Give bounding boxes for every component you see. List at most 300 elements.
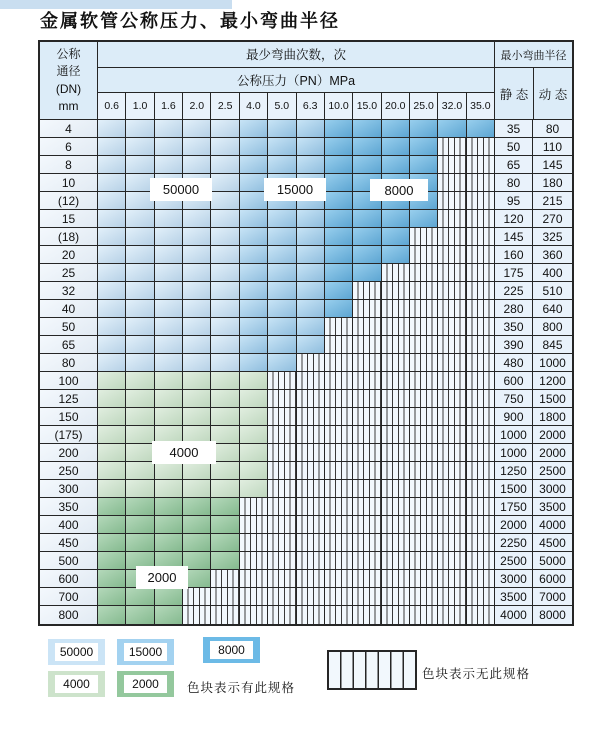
spec-unavailable-cell — [438, 426, 466, 443]
table-row — [40, 246, 572, 264]
static-radius-cell: 600 — [494, 372, 533, 389]
spec-available-cell — [240, 336, 268, 353]
pressure-column-header: 0.6 — [98, 93, 126, 119]
spec-available-cell — [325, 156, 353, 173]
spec-available-cell — [325, 192, 353, 209]
spec-available-cell — [268, 300, 296, 317]
pressure-cells — [98, 390, 494, 407]
pressure-cells — [98, 354, 494, 371]
spec-unavailable-cell — [410, 552, 438, 569]
spec-unavailable-cell — [297, 426, 325, 443]
spec-unavailable-cell — [438, 246, 466, 263]
spec-unavailable-cell — [438, 462, 466, 479]
spec-unavailable-cell — [438, 318, 466, 335]
dynamic-radius-cell: 8000 — [533, 606, 572, 624]
static-radius-cell: 2000 — [494, 516, 533, 533]
pressure-column-header: 20.0 — [382, 93, 410, 119]
spec-available-cell — [268, 282, 296, 299]
spec-available-cell — [297, 336, 325, 353]
spec-unavailable-cell — [240, 588, 268, 605]
static-radius-cell: 3500 — [494, 588, 533, 605]
spec-available-cell — [98, 282, 126, 299]
spec-available-cell — [98, 138, 126, 155]
spec-unavailable-cell — [268, 444, 296, 461]
spec-unavailable-cell — [410, 228, 438, 245]
dn-cell: 100 — [40, 372, 98, 389]
spec-available-cell — [126, 498, 154, 515]
spec-unavailable-cell — [382, 408, 410, 425]
spec-available-cell — [240, 246, 268, 263]
dynamic-radius-cell: 1200 — [533, 372, 572, 389]
spec-unavailable-cell — [438, 264, 466, 281]
dynamic-radius-cell: 270 — [533, 210, 572, 227]
spec-available-cell — [240, 138, 268, 155]
spec-available-cell — [126, 210, 154, 227]
spec-unavailable-cell — [438, 588, 466, 605]
table-row — [40, 228, 572, 246]
spec-unavailable-cell — [410, 336, 438, 353]
spec-available-cell — [211, 138, 239, 155]
spec-unavailable-cell — [467, 138, 494, 155]
spec-available-cell — [126, 282, 154, 299]
spec-unavailable-cell — [268, 480, 296, 497]
spec-available-cell — [183, 498, 211, 515]
dn-cell: (175) — [40, 426, 98, 443]
header-pressure: 公称压力（PN）MPa — [98, 68, 494, 94]
spec-unavailable-cell — [325, 480, 353, 497]
spec-unavailable-cell — [268, 516, 296, 533]
spec-unavailable-cell — [211, 606, 239, 624]
spec-unavailable-cell — [353, 570, 381, 587]
pressure-column-header: 2.0 — [183, 93, 211, 119]
spec-available-cell — [155, 246, 183, 263]
dn-cell: (18) — [40, 228, 98, 245]
spec-unavailable-cell — [438, 228, 466, 245]
dn-cell: 400 — [40, 516, 98, 533]
spec-unavailable-cell — [382, 354, 410, 371]
spec-unavailable-cell — [240, 498, 268, 515]
spec-unavailable-cell — [467, 516, 494, 533]
spec-available-cell — [183, 336, 211, 353]
spec-available-cell — [126, 156, 154, 173]
dn-cell: 125 — [40, 390, 98, 407]
spec-available-cell — [325, 174, 353, 191]
table-row — [40, 426, 572, 444]
dynamic-radius-cell: 5000 — [533, 552, 572, 569]
spec-unavailable-cell — [353, 390, 381, 407]
spec-available-cell — [353, 264, 381, 281]
static-radius-cell: 1000 — [494, 426, 533, 443]
spec-available-cell — [98, 156, 126, 173]
spec-unavailable-cell — [467, 480, 494, 497]
spec-unavailable-cell — [353, 534, 381, 551]
spec-available-cell — [240, 282, 268, 299]
dynamic-radius-cell: 145 — [533, 156, 572, 173]
spec-available-cell — [155, 462, 183, 479]
table-row — [40, 138, 572, 156]
spec-available-cell — [98, 372, 126, 389]
pressure-cells — [98, 372, 494, 389]
spec-unavailable-cell — [467, 534, 494, 551]
spec-available-cell — [126, 516, 154, 533]
spec-unavailable-cell — [382, 606, 410, 624]
dynamic-radius-cell: 1000 — [533, 354, 572, 371]
dn-cell: 500 — [40, 552, 98, 569]
spec-available-cell — [211, 282, 239, 299]
table-row — [40, 480, 572, 498]
dynamic-radius-cell: 1800 — [533, 408, 572, 425]
header-middle — [98, 42, 494, 119]
dn-cell: 800 — [40, 606, 98, 624]
spec-unavailable-cell — [467, 552, 494, 569]
spec-unavailable-cell — [410, 264, 438, 281]
spec-unavailable-cell — [438, 570, 466, 587]
spec-unavailable-cell — [438, 516, 466, 533]
spec-available-cell — [98, 444, 126, 461]
table-row — [40, 606, 572, 624]
spec-available-cell — [410, 120, 438, 137]
spec-unavailable-cell — [410, 534, 438, 551]
pressure-cells — [98, 480, 494, 497]
dynamic-radius-cell: 360 — [533, 246, 572, 263]
spec-available-cell — [211, 210, 239, 227]
static-radius-cell: 225 — [494, 282, 533, 299]
spec-unavailable-cell — [353, 372, 381, 389]
legend-swatch-50000 — [48, 639, 105, 665]
table-row — [40, 498, 572, 516]
spec-available-cell — [98, 552, 126, 569]
spec-available-cell — [126, 120, 154, 137]
dynamic-radius-cell: 2000 — [533, 444, 572, 461]
spec-available-cell — [211, 318, 239, 335]
dn-cell: 6 — [40, 138, 98, 155]
spec-unavailable-cell — [297, 516, 325, 533]
spec-available-cell — [325, 228, 353, 245]
spec-available-cell — [183, 372, 211, 389]
spec-available-cell — [268, 318, 296, 335]
spec-unavailable-cell — [438, 606, 466, 624]
table-row — [40, 516, 572, 534]
static-radius-cell: 65 — [494, 156, 533, 173]
spec-unavailable-cell — [353, 516, 381, 533]
dn-cell: 350 — [40, 498, 98, 515]
spec-available-cell — [268, 138, 296, 155]
header-dn-line: 通径 — [56, 64, 81, 79]
static-radius-cell: 80 — [494, 174, 533, 191]
spec-unavailable-cell — [438, 210, 466, 227]
spec-available-cell — [98, 390, 126, 407]
grid-label-4000: 4000 — [152, 441, 216, 464]
spec-unavailable-cell — [353, 480, 381, 497]
spec-available-cell — [240, 444, 268, 461]
dn-cell: 65 — [40, 336, 98, 353]
spec-available-cell — [98, 318, 126, 335]
spec-available-cell — [183, 282, 211, 299]
spec-unavailable-cell — [297, 480, 325, 497]
spec-available-cell — [240, 390, 268, 407]
dn-cell: 600 — [40, 570, 98, 587]
spec-available-cell — [467, 120, 494, 137]
dynamic-radius-cell: 110 — [533, 138, 572, 155]
spec-unavailable-cell — [353, 444, 381, 461]
spec-available-cell — [240, 300, 268, 317]
spec-unavailable-cell — [353, 426, 381, 443]
spec-available-cell — [240, 372, 268, 389]
table-row — [40, 390, 572, 408]
legend-swatch-label: 50000 — [55, 643, 98, 661]
spec-unavailable-cell — [410, 408, 438, 425]
pressure-cells — [98, 498, 494, 515]
spec-unavailable-cell — [297, 498, 325, 515]
spec-unavailable-cell — [410, 498, 438, 515]
spec-unavailable-cell — [325, 390, 353, 407]
spec-available-cell — [240, 156, 268, 173]
spec-available-cell — [211, 228, 239, 245]
spec-available-cell — [98, 516, 126, 533]
spec-available-cell — [240, 228, 268, 245]
spec-unavailable-cell — [410, 282, 438, 299]
spec-available-cell — [211, 156, 239, 173]
dynamic-radius-cell: 510 — [533, 282, 572, 299]
dn-cell: 4 — [40, 120, 98, 137]
spec-unavailable-cell — [297, 462, 325, 479]
grid-label-15000: 15000 — [264, 178, 326, 201]
spec-unavailable-cell — [325, 336, 353, 353]
spec-unavailable-cell — [382, 300, 410, 317]
dn-cell: 20 — [40, 246, 98, 263]
pressure-cells — [98, 408, 494, 425]
dynamic-radius-cell: 800 — [533, 318, 572, 335]
static-radius-cell: 120 — [494, 210, 533, 227]
spec-available-cell — [211, 336, 239, 353]
spec-available-cell — [410, 156, 438, 173]
spec-available-cell — [98, 246, 126, 263]
dynamic-radius-cell: 2500 — [533, 462, 572, 479]
spec-unavailable-cell — [325, 462, 353, 479]
spec-unavailable-cell — [353, 588, 381, 605]
spec-available-cell — [126, 606, 154, 624]
static-radius-cell: 175 — [494, 264, 533, 281]
page-title: 金属软管公称压力、最小弯曲半径 — [40, 11, 340, 31]
pressure-cells — [98, 606, 494, 624]
spec-unavailable-cell — [410, 372, 438, 389]
spec-available-cell — [297, 228, 325, 245]
spec-available-cell — [98, 174, 126, 191]
spec-available-cell — [268, 228, 296, 245]
grid-label-8000: 8000 — [370, 179, 428, 201]
table-row — [40, 300, 572, 318]
spec-available-cell — [240, 120, 268, 137]
spec-unavailable-cell — [410, 570, 438, 587]
pressure-cells — [98, 246, 494, 263]
spec-available-cell — [98, 210, 126, 227]
static-radius-cell: 160 — [494, 246, 533, 263]
spec-unavailable-cell — [325, 516, 353, 533]
static-radius-cell: 1000 — [494, 444, 533, 461]
spec-available-cell — [211, 300, 239, 317]
spec-unavailable-cell — [438, 156, 466, 173]
spec-available-cell — [126, 372, 154, 389]
legend-swatch-4000 — [48, 671, 105, 697]
spec-unavailable-cell — [438, 372, 466, 389]
spec-unavailable-cell — [382, 570, 410, 587]
table-row — [40, 570, 572, 588]
spec-available-cell — [211, 390, 239, 407]
spec-available-cell — [211, 462, 239, 479]
spec-available-cell — [240, 318, 268, 335]
spec-available-cell — [183, 534, 211, 551]
static-radius-cell: 2500 — [494, 552, 533, 569]
static-radius-cell: 1250 — [494, 462, 533, 479]
spec-available-cell — [183, 120, 211, 137]
spec-available-cell — [382, 246, 410, 263]
spec-available-cell — [297, 120, 325, 137]
pressure-cells — [98, 318, 494, 335]
spec-available-cell — [155, 156, 183, 173]
spec-available-cell — [126, 228, 154, 245]
spec-available-cell — [240, 210, 268, 227]
spec-unavailable-cell — [353, 354, 381, 371]
spec-unavailable-cell — [467, 318, 494, 335]
dn-cell: (12) — [40, 192, 98, 209]
spec-available-cell — [240, 480, 268, 497]
pressure-cells — [98, 282, 494, 299]
static-radius-cell: 280 — [494, 300, 533, 317]
spec-available-cell — [155, 264, 183, 281]
spec-unavailable-cell — [410, 246, 438, 263]
spec-unavailable-cell — [467, 462, 494, 479]
spec-unavailable-cell — [297, 570, 325, 587]
pressure-column-header: 25.0 — [410, 93, 438, 119]
spec-available-cell — [155, 480, 183, 497]
spec-unavailable-cell — [467, 408, 494, 425]
dynamic-radius-cell: 7000 — [533, 588, 572, 605]
spec-unavailable-cell — [183, 606, 211, 624]
dynamic-radius-cell: 2000 — [533, 426, 572, 443]
spec-unavailable-cell — [268, 390, 296, 407]
spec-available-cell — [183, 408, 211, 425]
spec-available-cell — [155, 390, 183, 407]
spec-available-cell — [126, 426, 154, 443]
spec-unavailable-cell — [297, 354, 325, 371]
spec-unavailable-cell — [268, 372, 296, 389]
spec-available-cell — [98, 534, 126, 551]
spec-available-cell — [211, 372, 239, 389]
spec-available-cell — [98, 498, 126, 515]
pressure-cells — [98, 336, 494, 353]
spec-available-cell — [382, 156, 410, 173]
pressure-cells — [98, 534, 494, 551]
spec-unavailable-cell — [353, 300, 381, 317]
spec-unavailable-cell — [240, 606, 268, 624]
spec-available-cell — [353, 210, 381, 227]
spec-unavailable-cell — [382, 498, 410, 515]
spec-available-cell — [325, 264, 353, 281]
spec-unavailable-cell — [353, 498, 381, 515]
dynamic-radius-cell: 6000 — [533, 570, 572, 587]
spec-unavailable-cell — [410, 606, 438, 624]
spec-available-cell — [353, 246, 381, 263]
static-radius-cell: 1500 — [494, 480, 533, 497]
spec-available-cell — [98, 408, 126, 425]
spec-unavailable-cell — [467, 210, 494, 227]
spec-unavailable-cell — [240, 516, 268, 533]
spec-available-cell — [126, 480, 154, 497]
spec-available-cell — [155, 282, 183, 299]
spec-unavailable-cell — [325, 372, 353, 389]
spec-available-cell — [126, 354, 154, 371]
spec-unavailable-cell — [297, 390, 325, 407]
spec-available-cell — [297, 138, 325, 155]
spec-available-cell — [126, 462, 154, 479]
spec-available-cell — [297, 318, 325, 335]
spec-unavailable-cell — [297, 372, 325, 389]
pressure-cells — [98, 138, 494, 155]
static-radius-cell: 350 — [494, 318, 533, 335]
dn-cell: 8 — [40, 156, 98, 173]
pressure-column-header: 1.0 — [126, 93, 154, 119]
spec-available-cell — [211, 480, 239, 497]
spec-available-cell — [211, 120, 239, 137]
spec-available-cell — [183, 462, 211, 479]
pressure-column-header: 6.3 — [297, 93, 325, 119]
spec-unavailable-cell — [240, 534, 268, 551]
spec-available-cell — [297, 210, 325, 227]
spec-unavailable-cell — [297, 606, 325, 624]
spec-available-cell — [155, 588, 183, 605]
spec-available-cell — [155, 372, 183, 389]
spec-available-cell — [325, 210, 353, 227]
static-radius-cell: 145 — [494, 228, 533, 245]
spec-available-cell — [98, 606, 126, 624]
spec-available-cell — [183, 210, 211, 227]
header-right — [494, 42, 572, 119]
pressure-column-header: 15.0 — [353, 93, 381, 119]
header-dn-cell — [40, 42, 98, 119]
spec-available-cell — [353, 138, 381, 155]
spec-unavailable-cell — [240, 570, 268, 587]
spec-available-cell — [155, 606, 183, 624]
dynamic-radius-cell: 4500 — [533, 534, 572, 551]
dn-cell: 15 — [40, 210, 98, 227]
spec-available-cell — [211, 498, 239, 515]
legend-swatch-label: 2000 — [124, 675, 167, 693]
dn-cell: 200 — [40, 444, 98, 461]
pressure-column-header: 32.0 — [438, 93, 466, 119]
spec-unavailable-cell — [382, 336, 410, 353]
spec-unavailable-cell — [325, 354, 353, 371]
spec-available-cell — [297, 264, 325, 281]
spec-unavailable-cell — [297, 552, 325, 569]
spec-available-cell — [211, 192, 239, 209]
spec-unavailable-cell — [438, 444, 466, 461]
spec-available-cell — [268, 210, 296, 227]
spec-available-cell — [183, 480, 211, 497]
spec-unavailable-cell — [240, 552, 268, 569]
spec-available-cell — [268, 156, 296, 173]
pressure-cells — [98, 516, 494, 533]
spec-available-cell — [183, 318, 211, 335]
spec-available-cell — [126, 300, 154, 317]
pressure-column-header: 5.0 — [268, 93, 296, 119]
spec-available-cell — [240, 264, 268, 281]
spec-available-cell — [382, 138, 410, 155]
legend-swatch-15000 — [117, 639, 174, 665]
grid-label-50000: 50000 — [150, 178, 212, 201]
spec-unavailable-cell — [268, 426, 296, 443]
spec-available-cell — [297, 282, 325, 299]
spec-available-cell — [155, 534, 183, 551]
